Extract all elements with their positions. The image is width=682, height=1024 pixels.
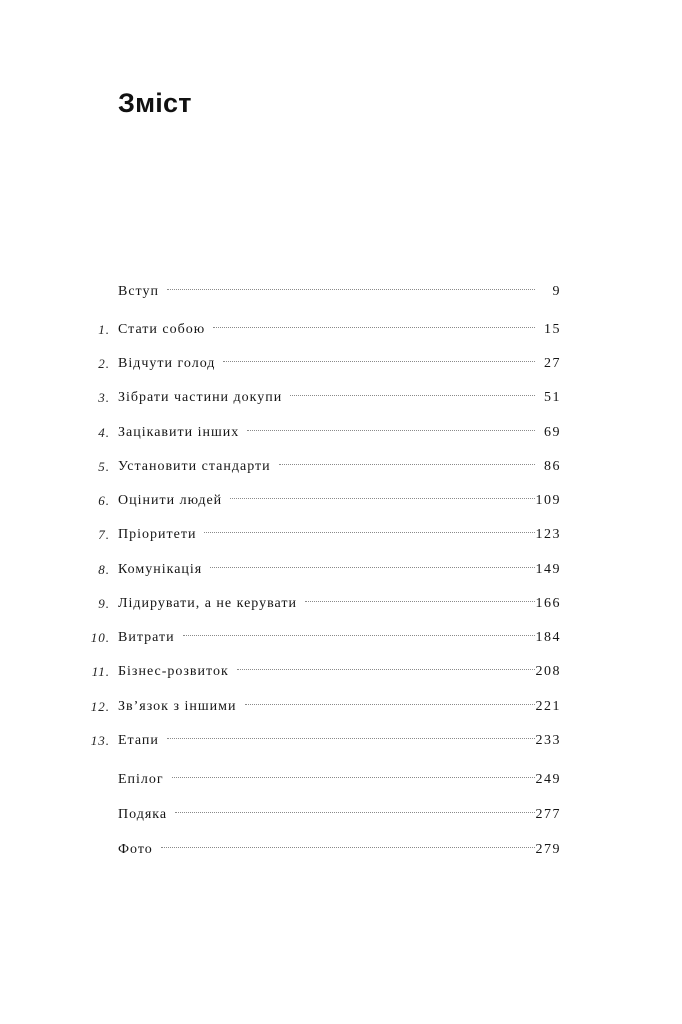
toc-entry-line bbox=[118, 318, 561, 342]
toc-entry-photos[interactable] bbox=[0, 838, 682, 862]
toc-entry-line bbox=[118, 660, 561, 684]
toc-entry-number: 1. bbox=[98, 322, 110, 337]
toc-entry-title: Комунікація bbox=[118, 562, 203, 577]
toc-entry-number: 12. bbox=[90, 699, 110, 714]
toc-entry-title: Епілог bbox=[118, 772, 164, 787]
toc-entry-line bbox=[118, 695, 561, 719]
toc-entry-line bbox=[118, 768, 561, 792]
toc-entry-title: Вступ bbox=[118, 284, 159, 299]
toc-entry-title: Зібрати частини докупи bbox=[118, 390, 283, 405]
toc-entry-line bbox=[118, 280, 561, 304]
dotted-leader bbox=[237, 669, 535, 670]
toc-entry-line bbox=[118, 489, 561, 513]
toc-entry-page: 184 bbox=[535, 630, 561, 645]
toc-entry-number: 10. bbox=[90, 630, 110, 645]
toc-entry-number: 3. bbox=[98, 390, 110, 405]
dotted-leader bbox=[279, 464, 535, 465]
toc-entry-line bbox=[118, 421, 561, 445]
toc-entry-title: Бізнес-розвиток bbox=[118, 664, 229, 679]
toc-entry-number: 2. bbox=[98, 356, 110, 371]
toc-entry-page: 233 bbox=[535, 733, 561, 748]
toc-entry-chapter-9[interactable] bbox=[0, 592, 682, 616]
toc-entry-line bbox=[118, 838, 561, 862]
toc-entry-title: Зв’язок з іншими bbox=[118, 699, 237, 714]
toc-entry-chapter-12[interactable] bbox=[0, 695, 682, 719]
page-title: Зміст bbox=[118, 88, 192, 118]
toc-entry-line bbox=[118, 729, 561, 753]
dotted-leader bbox=[245, 704, 535, 705]
toc-entry-chapter-11[interactable] bbox=[0, 660, 682, 684]
toc-entry-page: 51 bbox=[544, 390, 561, 405]
toc-entry-page: 208 bbox=[535, 664, 561, 679]
toc-entry-number: 13. bbox=[90, 733, 110, 748]
toc-entry-page: 9 bbox=[552, 284, 561, 299]
toc-entry-acknowledgements[interactable] bbox=[0, 803, 682, 827]
toc-entry-page: 27 bbox=[544, 356, 561, 371]
toc-entry-page: 166 bbox=[535, 596, 561, 611]
dotted-leader bbox=[223, 361, 535, 362]
toc-entry-number: 4. bbox=[98, 425, 110, 440]
toc-entry-chapter-5[interactable] bbox=[0, 455, 682, 479]
toc-entry-title: Витрати bbox=[118, 630, 175, 645]
toc-entry-epilogue[interactable] bbox=[0, 768, 682, 792]
toc-entry-page: 69 bbox=[544, 425, 561, 440]
toc-entry-chapter-2[interactable] bbox=[0, 352, 682, 376]
toc-entry-number: 7. bbox=[98, 527, 110, 542]
dotted-leader bbox=[167, 289, 535, 290]
toc-entry-line bbox=[118, 592, 561, 616]
toc-entry-title: Відчути голод bbox=[118, 356, 216, 371]
dotted-leader bbox=[230, 498, 535, 499]
toc-entry-number: 5. bbox=[98, 459, 110, 474]
toc-entry-page: 277 bbox=[535, 807, 561, 822]
toc-entry-title: Етапи bbox=[118, 733, 159, 748]
dotted-leader bbox=[247, 430, 535, 431]
toc-entry-number: 9. bbox=[98, 596, 110, 611]
toc-entry-line bbox=[118, 803, 561, 827]
dotted-leader bbox=[210, 567, 535, 568]
toc-entry-page: 86 bbox=[544, 459, 561, 474]
toc-entry-chapter-13[interactable] bbox=[0, 729, 682, 753]
dotted-leader bbox=[175, 812, 535, 813]
toc-entry-line bbox=[118, 386, 561, 410]
toc-entry-title: Пріоритети bbox=[118, 527, 197, 542]
dotted-leader bbox=[290, 395, 535, 396]
toc-entry-title: Фото bbox=[118, 842, 153, 857]
toc-entry-page: 279 bbox=[535, 842, 561, 857]
toc-entry-chapter-8[interactable] bbox=[0, 558, 682, 582]
dotted-leader bbox=[305, 601, 535, 602]
toc-entry-intro[interactable] bbox=[0, 280, 682, 304]
toc-entry-title: Зацікавити інших bbox=[118, 425, 240, 440]
toc-entry-number: 11. bbox=[91, 664, 110, 679]
toc-entry-line bbox=[118, 455, 561, 479]
dotted-leader bbox=[183, 635, 535, 636]
toc-entry-title: Оцінити людей bbox=[118, 493, 223, 508]
dotted-leader bbox=[204, 532, 535, 533]
toc-entry-chapter-1[interactable] bbox=[0, 318, 682, 342]
toc-entry-title: Установити стандарти bbox=[118, 459, 271, 474]
toc-entry-page: 15 bbox=[544, 322, 561, 337]
toc-entry-page: 123 bbox=[535, 527, 561, 542]
dotted-leader bbox=[172, 777, 535, 778]
toc-entry-line bbox=[118, 352, 561, 376]
toc-entry-line bbox=[118, 558, 561, 582]
dotted-leader bbox=[167, 738, 535, 739]
toc-entry-number: 8. bbox=[98, 562, 110, 577]
toc-entry-chapter-4[interactable] bbox=[0, 421, 682, 445]
toc-entry-number: 6. bbox=[98, 493, 110, 508]
toc-entry-page: 109 bbox=[535, 493, 561, 508]
toc-entry-page: 149 bbox=[535, 562, 561, 577]
toc-entry-title: Стати собою bbox=[118, 322, 206, 337]
toc-entry-chapter-6[interactable] bbox=[0, 489, 682, 513]
toc-entry-chapter-7[interactable] bbox=[0, 523, 682, 547]
toc-entry-chapter-10[interactable] bbox=[0, 626, 682, 650]
toc-entry-page: 249 bbox=[535, 772, 561, 787]
toc-entry-title: Лідирувати, а не керувати bbox=[118, 596, 297, 611]
toc-entry-line bbox=[118, 523, 561, 547]
toc-entry-line bbox=[118, 626, 561, 650]
dotted-leader bbox=[161, 847, 535, 848]
toc-entry-title: Подяка bbox=[118, 807, 168, 822]
toc-entry-chapter-3[interactable] bbox=[0, 386, 682, 410]
toc-entry-page: 221 bbox=[535, 699, 561, 714]
dotted-leader bbox=[213, 327, 535, 328]
